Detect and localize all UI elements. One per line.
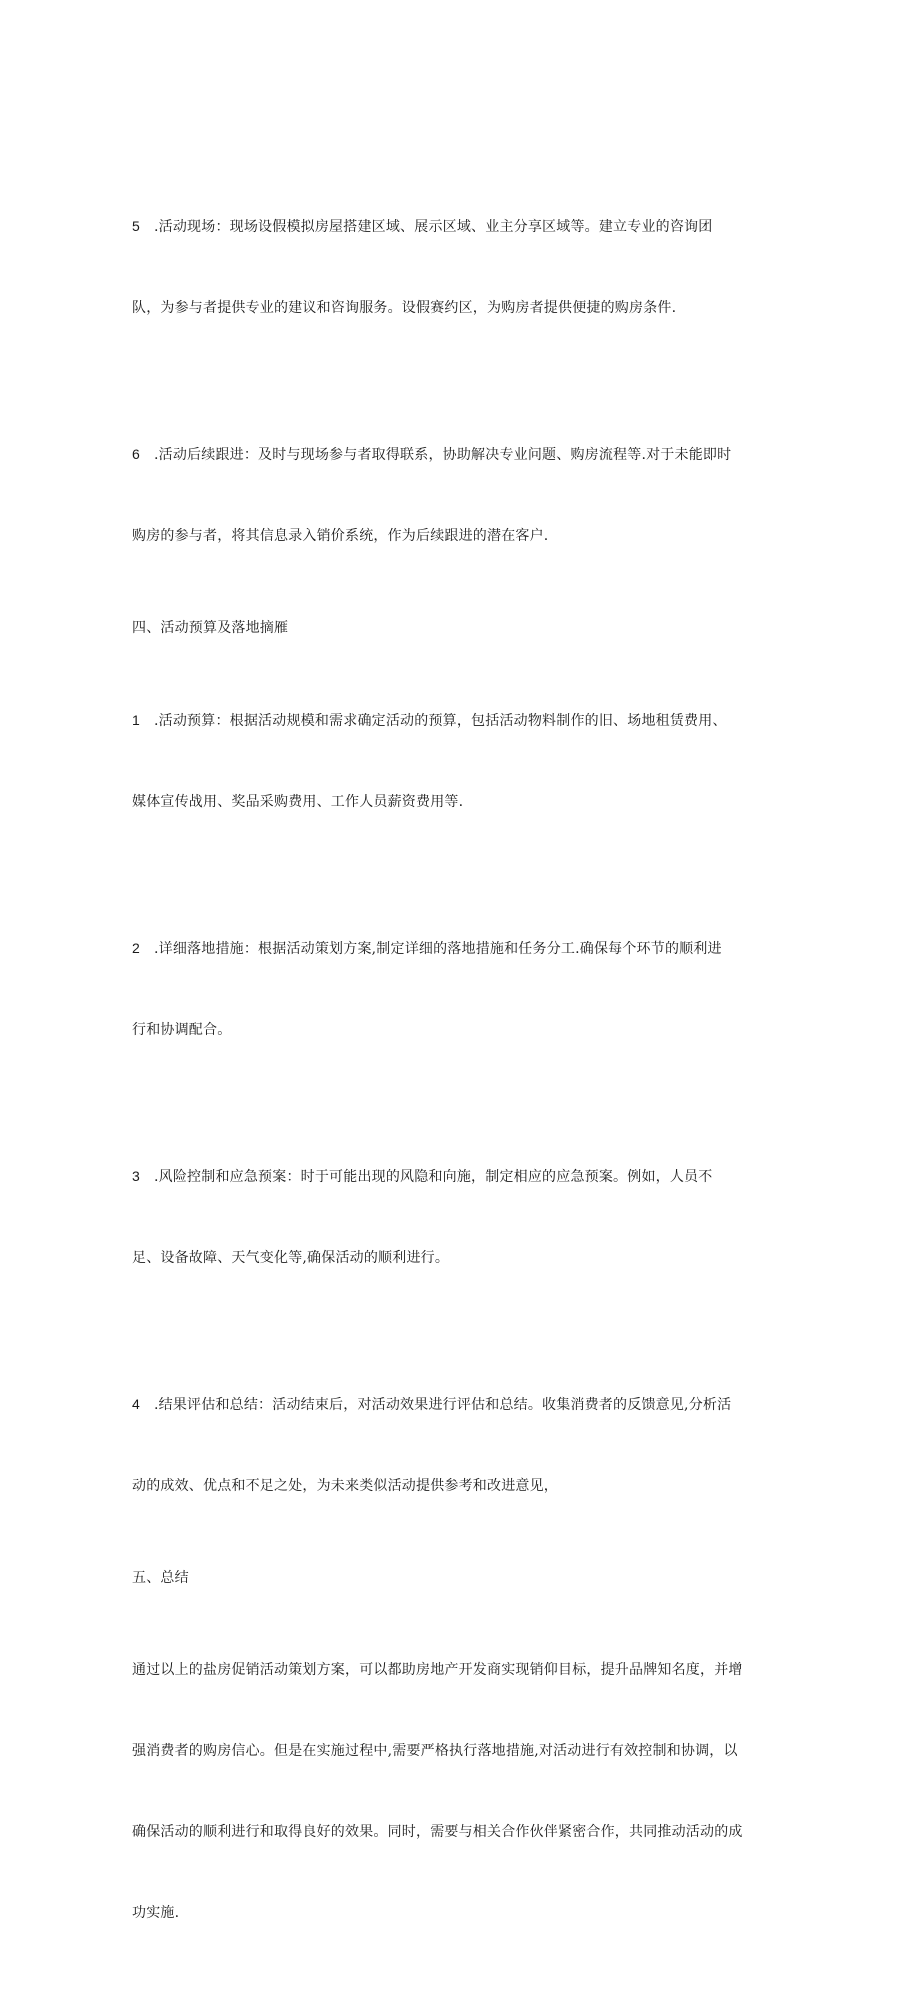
line-text: .风险控制和应急预案：时于可能出现的风隐和向施，制定相应的应急预案。例如，人员不 [154,1169,713,1185]
paragraph-line: 强消费者的购房信心。但是在实施过程中,需要严格执行落地措施,对活动进行有效控制和协调，以 [132,1743,738,1759]
paragraph-line [132,707,800,735]
paragraph-line: 媒体宣传战用、奖品采购费用、工作人员薪资费用等. [132,794,464,810]
paragraph-line [132,935,800,963]
line-text: .活动后续跟进：及时与现场参与者取得联系，协助解决专业问题、购房流程等.对于未能即时 [154,447,732,463]
list-item-5 [132,159,800,376]
paragraph-line [132,1391,800,1419]
paragraph-line: 行和协调配合。 [132,1022,232,1038]
paragraph-line: 确保活动的顺利进行和取得良好的效果。同时，需要与相关合作伙伴紧密合作，共同推动活动的成 [132,1824,743,1840]
item-number: 2 [132,940,140,956]
document-body [132,159,800,1992]
paragraph-line: 足、设备故障、天气变化等,确保活动的顺利进行。 [132,1250,450,1266]
line-text: .活动现场：现场设假模拟房屋搭建区域、展示区域、业主分享区域等。建立专业的咨询团 [154,219,713,235]
paragraph-line [132,441,800,469]
section-heading-budget: 四、活动预算及落地摘雁 [132,620,289,636]
list-item-4 [132,1337,800,1554]
summary-paragraph [132,1603,800,1981]
paragraph-line: 购房的参与者，将其信息录入销价系统，作为后续跟进的潜在客户. [132,528,549,544]
paragraph-line [132,1163,800,1191]
item-number: 5 [132,218,140,234]
item-number: 4 [132,1396,140,1412]
item-number: 6 [132,446,140,462]
line-text: .活动预算：根据活动规模和需求确定活动的预算，包括活动物料制作的旧、场地租赁费用、 [154,713,727,729]
list-item-1 [132,653,800,870]
paragraph-line [132,213,800,241]
list-item-6 [132,387,800,604]
line-text: .结果评估和总结：活动结束后，对活动效果进行评估和总结。收集消费者的反馈意见,分析活 [154,1397,732,1413]
paragraph-line: 通过以上的盐房促销活动策划方案，可以都助房地产开发商实现销仰目标，提升品牌知名度，并增 [132,1662,743,1678]
section-heading-summary: 五、总结 [132,1570,189,1586]
list-item-2 [132,881,800,1098]
paragraph-line: 队，为参与者提供专业的建议和咨询服务。设假赛约区，为购房者提供便捷的购房条件. [132,300,677,316]
line-text: .详细落地措施：根据活动策划方案,制定详细的落地措施和任务分工.确保每个环节的顺利进 [154,941,722,957]
paragraph-line: 动的成效、优点和不足之处，为未来类似活动提供参考和改进意见， [132,1478,558,1494]
item-number: 3 [132,1168,140,1184]
list-item-3 [132,1109,800,1326]
item-number: 1 [132,712,140,728]
paragraph-line: 功实施. [132,1905,180,1921]
